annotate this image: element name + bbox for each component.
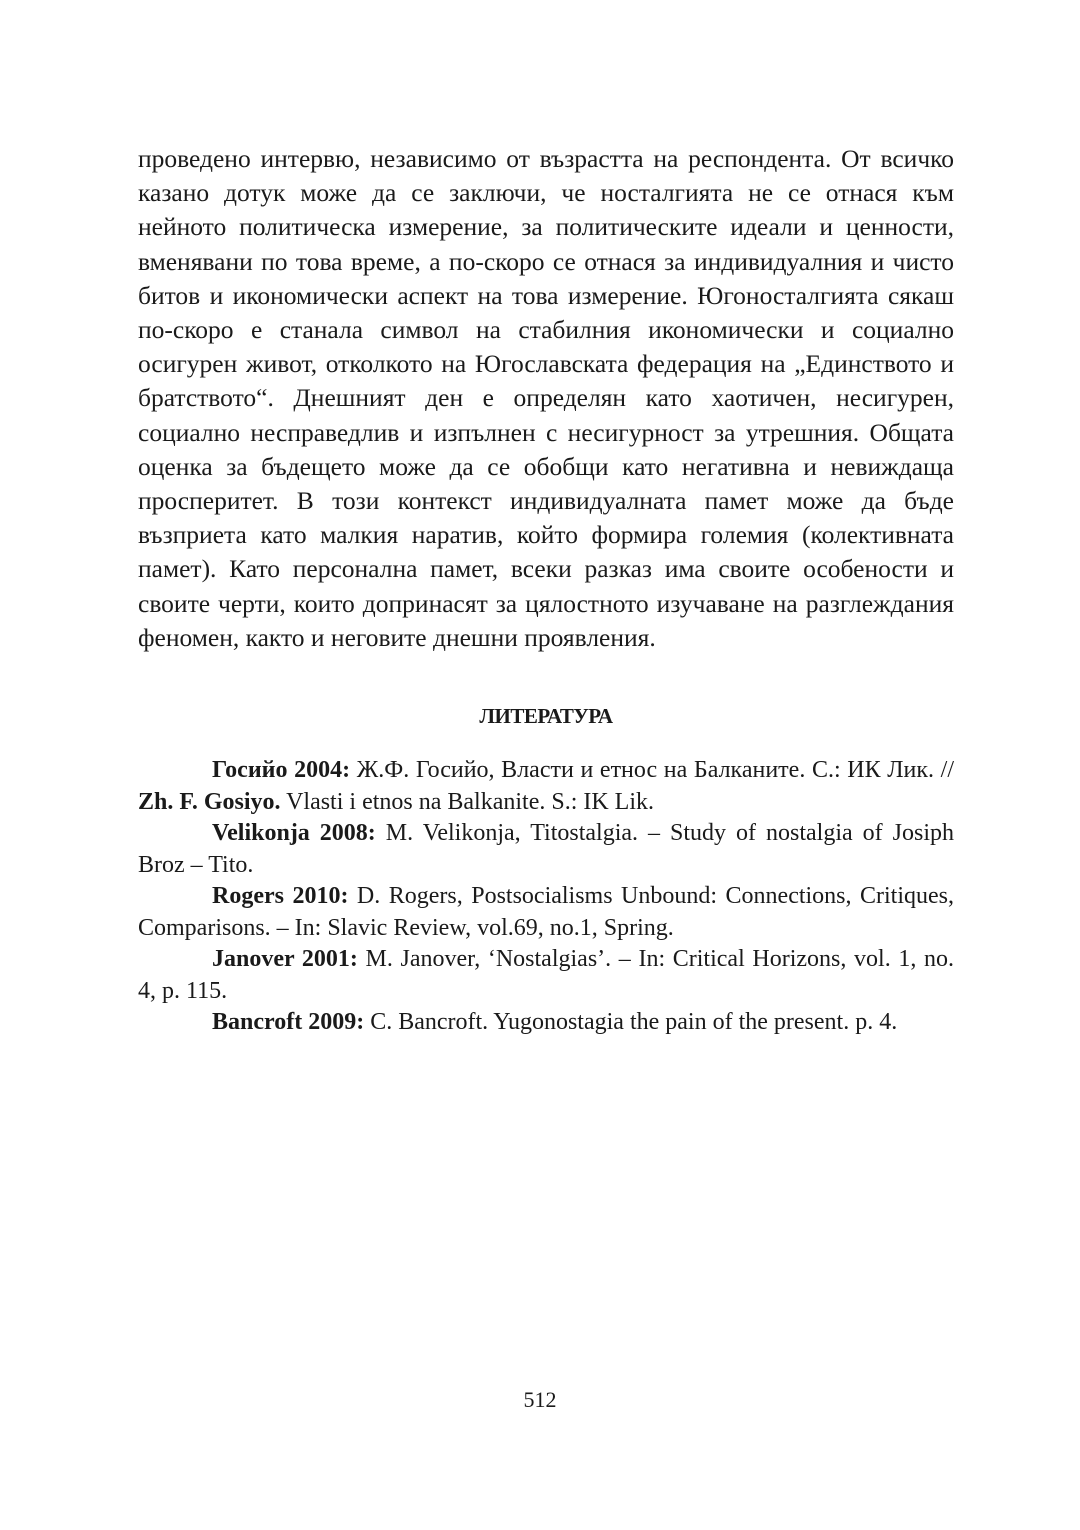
references-list [138,755,954,1039]
reference-item [138,755,954,818]
reference-key: Rogers 2010: [212,883,349,910]
reference-text: M. Velikonja, Titostalgia. – Study of nostalgia of Josiph Broz – Tito. [138,820,955,878]
reference-text: Ж.Ф. Госийо, Власти и етнос на Балканите. С.: ИК Лик. // [350,757,954,784]
reference-key-secondary: Zh. F. Gosiyo. [138,788,281,815]
reference-item [138,1007,954,1039]
reference-text: C. Bancroft. Yugonostagia the pain of the present. p. 4. [364,1009,898,1036]
reference-item [138,818,954,881]
reference-text: M. Janover, ‘Nostalgias’. – In: Critical Horizons, vol. 1, no. 4, p. 115. [138,946,955,1004]
reference-key: Janover 2001: [212,946,358,973]
reference-key: Bancroft 2009: [212,1009,365,1036]
reference-key: Velikonja 2008: [212,820,376,847]
body-paragraph: проведено интервю, независимо от възрастта на респондента. От всичко казано дотук може да се заключи, че носталгията не се отнася към нейното политическа измерение, за политическите идеали и ценности, вменявани по това време, а по-скоро се отнася за индивидуалния и чисто битов и икономически аспект на това измерение. Югоносталгията сякаш по-скоро е станала символ на стабилния икономически и социално осигурен живот, отколкото на Югославската федерация на „Единството и братството“. Днешният ден е определян като хаотичен, несигурен, социално несправедлив и изпълнен с несигурност за утрешния. Общата оценка за бъдещето може да се обобщи като негативна и невиждаща просперитет. В този контекст индивидуалната памет може да бъде възприета като малкия наратив, който формира големия (колективната памет). Като персонална памет, всеки разказ има своите особености и своите черти, които допринасят за цялостното изучаване на разглеждания феномен, както и неговите днешни проявления. [138,144,954,652]
section-heading-literature: ЛИТЕРАТУРА [479,704,613,729]
page-content [138,142,954,1039]
reference-key: Госийо 2004: [212,757,351,784]
reference-item [138,881,954,944]
reference-item [138,944,954,1007]
page-number: 512 [523,1387,557,1412]
reference-text-secondary: Vlasti i etnos na Balkanite. S.: IK Lik. [280,788,655,815]
reference-text: D. Rogers, Postsocialisms Unbound: Connections, Critiques, Comparisons. – In: Slavic Review, vol.69, no.1, Spring. [138,883,954,941]
